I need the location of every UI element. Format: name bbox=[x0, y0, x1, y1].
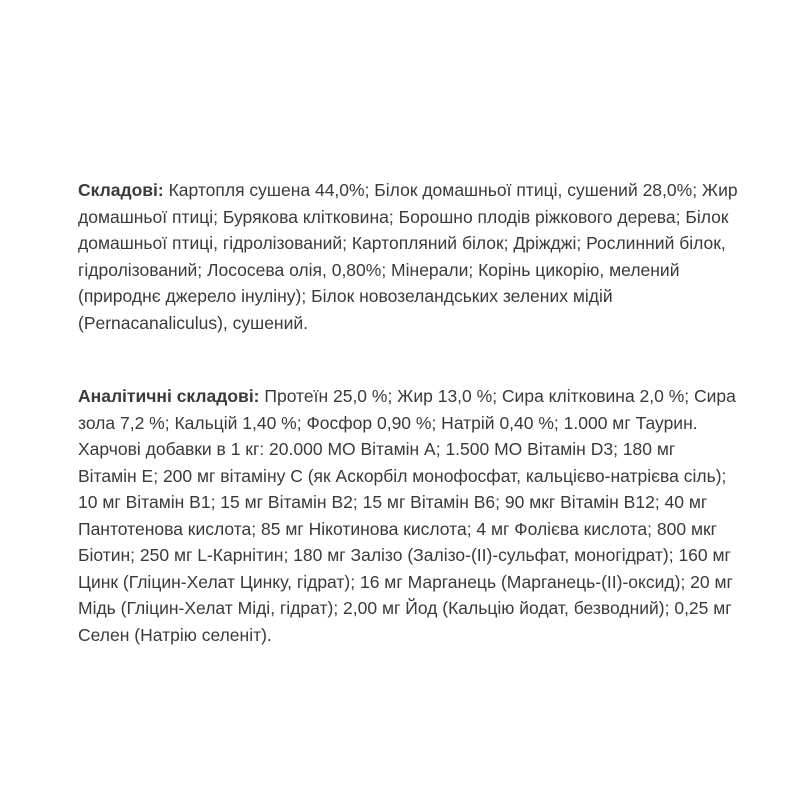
analytical-label: Аналітичні складові: bbox=[78, 386, 260, 406]
composition-text: Картопля сушена 44,0%; Білок домашньої птиці, сушений 28,0%; Жир домашньої птиці; Бурякова клітковина; Борошно плодів ріжкового дерева; Білок домашньої птиці, гідролізований; Картопляний білок; Дріжджі; Рослинний білок, гідролізований; Лососева олія, 0,80%; Мінерали; Корінь цикорію, мелений (природнє джерело інуліну); Білок новозеландських зелених мідій (Pernacanaliculus), сушений. bbox=[78, 180, 738, 333]
composition-paragraph bbox=[78, 177, 738, 336]
analytical-paragraph bbox=[78, 383, 738, 648]
analytical-text: Протеїн 25,0 %; Жир 13,0 %; Сира клітковина 2,0 %; Сира зола 7,2 %; Кальцій 1,40 %; Фосфор 0,90 %; Натрій 0,40 %; 1.000 мг Таурин. Харчові добавки в 1 кг: 20.000 МО Вітамін A; 1.500 МО Вітамін D3; 180 мг Вітамін E; 200 мг вітаміну С (як Аскорбіл монофосфат, кальцієво-натрієва сіль); 10 мг Вітамін B1; 15 мг Вітамін B2; 15 мг Вітамін B6; 90 мкг Вітамін B12; 40 мг Пантотенова кислота; 85 мг Нікотинова кислота; 4 мг Фолієва кислота; 800 мкг Біотин; 250 мг L-Карнітин; 180 мг Залізо (Залізо-(II)-сульфат, моногідрат); 160 мг Цинк (Гліцин-Хелат Цинку, гідрат); 16 мг Марганець (Марганець-(II)-оксид); 20 мг Мідь (Гліцин-Хелат Міді, гідрат); 2,00 мг Йод (Кальцію йодат, безводний); 0,25 мг Селен (Натрію селеніт). bbox=[78, 386, 736, 645]
composition-label: Складові: bbox=[78, 180, 164, 200]
